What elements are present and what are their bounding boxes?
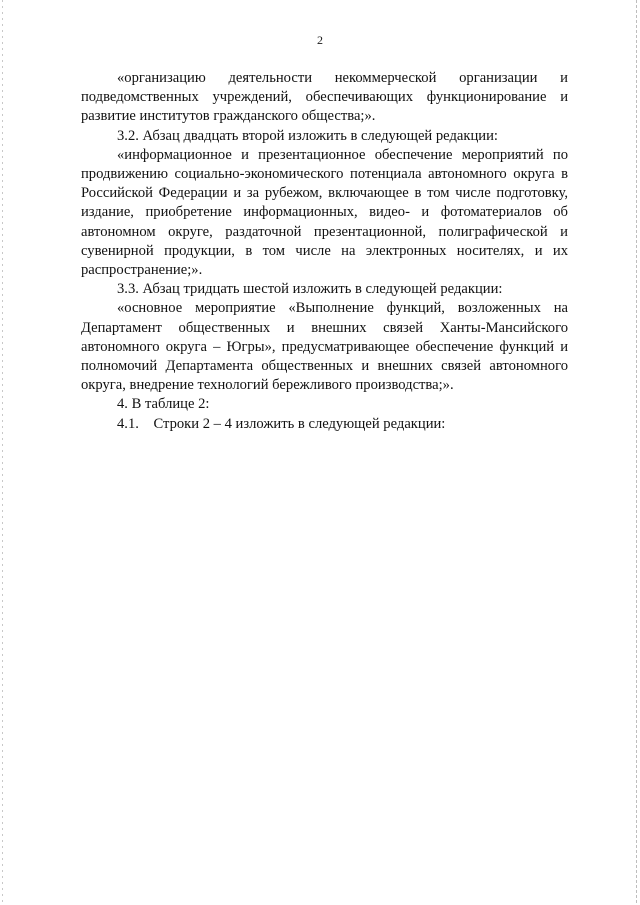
paragraph-quote-main-activity: «основное мероприятие «Выполнение функций, возложенных на Департамент общественных и внешних связей Ханты-Мансийского автономного округа – Югры», предусматривающее обеспечение функций и полномочий Департамента общественных и внешних связей автономного округа, внедрение технологий бережливого производства;». [81, 300, 568, 394]
document-body [81, 69, 568, 434]
paragraph-item-3-3: 3.3. Абзац тридцать шестой изложить в следующей редакции: [117, 281, 503, 298]
paragraph-item-4-1: 4.1. Строки 2 – 4 изложить в следующей редакции: [117, 415, 446, 432]
scan-edge-left [2, 0, 3, 905]
scan-edge-right [636, 0, 637, 905]
paragraph-item-3-2: 3.2. Абзац двадцать второй изложить в следующей редакции: [117, 127, 498, 144]
paragraph-quote-institutions: «организацию деятельности некоммерческой организации и подведомственных учреждений, обеспечивающих функционирование и развитие институтов гражданского общества;». [81, 70, 568, 125]
paragraph-quote-information: «информационное и презентационное обеспечение мероприятий по продвижению социально-экономического потенциала автономного округа в Российской Федерации и за рубежом, включающее в том числе подготовку, издание, приобретение информационных, видео- и фотоматериалов об автономном округе, раздаточной презентационной, полиграфической и сувенирной продукции, в том числе на электронных носителях, и их распространение;». [81, 146, 568, 279]
page-number: 2 [317, 33, 323, 47]
paragraph-item-4: 4. В таблице 2: [117, 396, 210, 413]
